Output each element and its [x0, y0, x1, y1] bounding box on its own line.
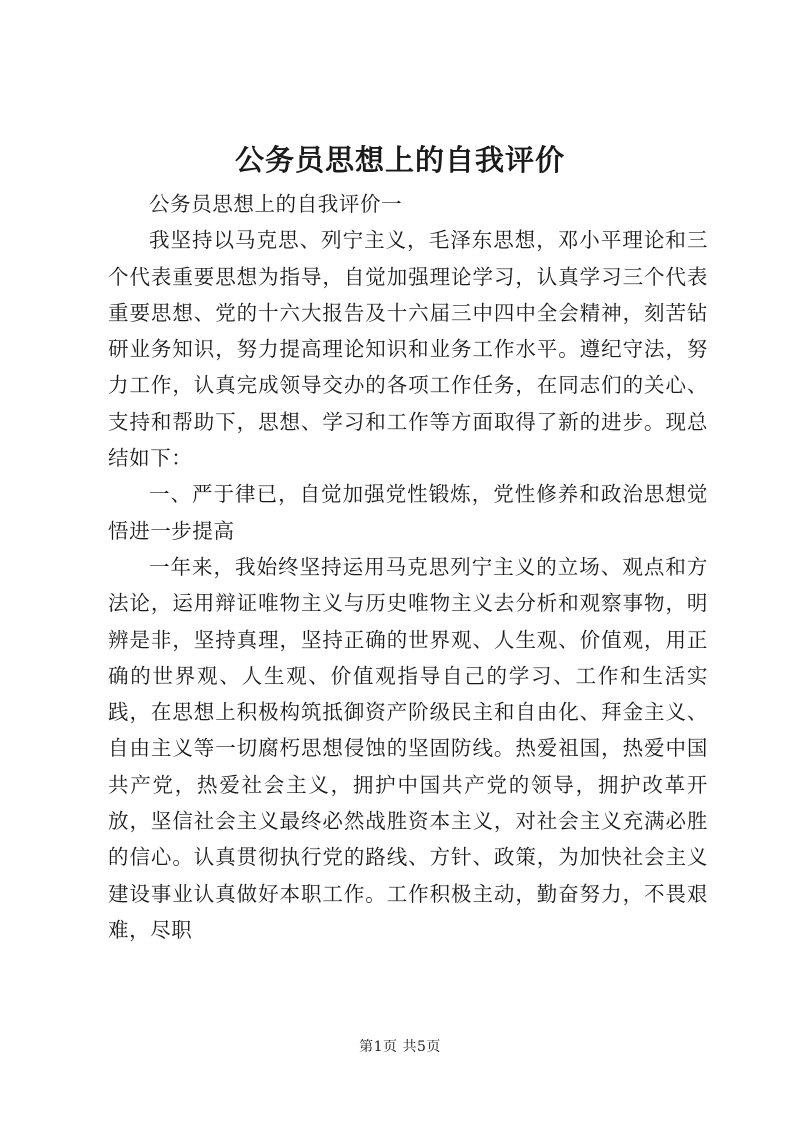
- document-body: [108, 186, 708, 942]
- document-title: 公务员思想上的自我评价: [234, 143, 565, 177]
- point-one-heading-paragraph: 一、严于律已，自觉加强党性锻炼，党性修养和政治思想觉悟进一步提高: [108, 482, 708, 543]
- section-heading-paragraph: 公务员思想上的自我评价一: [149, 192, 403, 216]
- page-footer: 第1页 共5页: [359, 1039, 441, 1055]
- body-paragraph: 一年来，我始终坚持运用马克思列宁主义的立场、观点和方法论，运用辩证唯物主义与历史唯物主义去分析和观察事物，明辨是非，坚持真理，坚持正确的世界观、人生观、价值观，用正确的世界观、人生观、价值观指导自己的学习、工作和生活实践，在思想上积极构筑抵御资产阶级民主和自由化、拜金主义、自由主义等一切腐朽思想侵蚀的坚固防线。热爱祖国，热爱中国共产党，热爱社会主义，拥护中国共产党的领导，拥护改革开放，坚信社会主义最终必然战胜资本主义，对社会主义充满必胜的信心。认真贯彻执行党的路线、方针、政策，为加快社会主义建设事业认真做好本职工作。工作积极主动，勤奋努力，不畏艰难，尽职: [108, 554, 708, 942]
- intro-paragraph: 我坚持以马克思、列宁主义，毛泽东思想，邓小平理论和三个代表重要思想为指导，自觉加强理论学习，认真学习三个代表重要思想、党的十六大报告及十六届三中四中全会精神，刻苦钻研业务知识，努力提高理论知识和业务工作水平。遵纪守法，努力工作，认真完成领导交办的各项工作任务，在同志们的关心、支持和帮助下，思想、学习和工作等方面取得了新的进步。现总结如下：: [108, 228, 708, 471]
